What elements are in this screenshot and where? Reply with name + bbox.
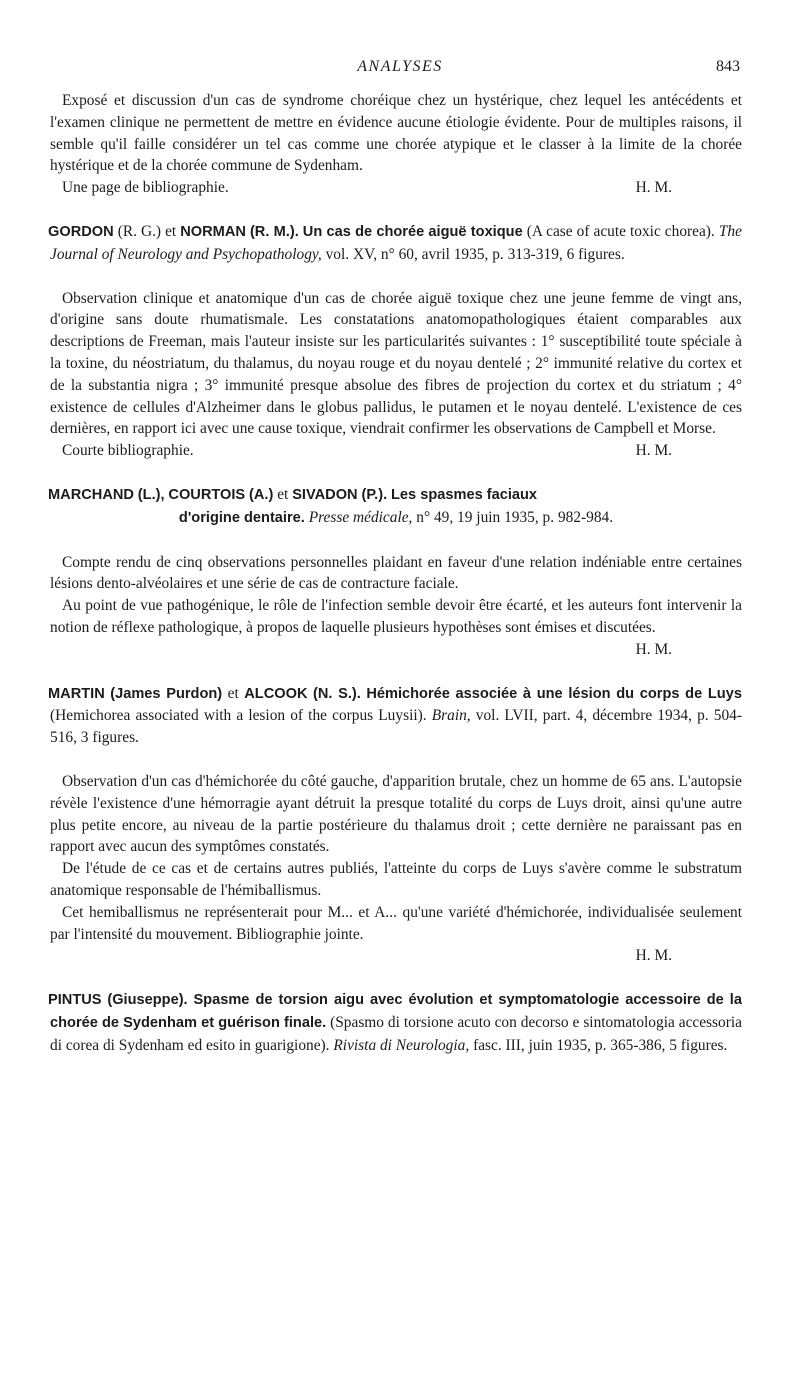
conjunction: et <box>277 485 289 503</box>
bibliography-line <box>50 440 742 462</box>
citation: n° 49, 19 juin 1935, p. 982-984. <box>416 508 614 526</box>
entry-martin-alcook <box>50 683 742 968</box>
author-name: ALCOOK <box>244 685 308 702</box>
bibliography-note: Courte bibliographie. <box>62 442 194 460</box>
bibliography-note: Une page de bibliographie. <box>62 179 229 197</box>
citation: vol. LVII, part. 4, décembre 1934, p. 504-516, 3 figures. <box>50 707 742 747</box>
author-initials: (N. S.). <box>312 685 361 702</box>
running-header <box>0 58 800 80</box>
article-title: Les spasmes faciaux <box>391 486 538 503</box>
abstract-paragraph: De l'étude de ce cas et de certains autres publiés, l'atteinte du corps de Luys s'avère comme le substratum anatomique responsable de l'hémiballismus. <box>50 860 742 899</box>
author-initials: (P.). <box>361 486 388 503</box>
spacer <box>50 266 742 288</box>
citation: fasc. III, juin 1935, p. 365-386, 5 figures. <box>473 1036 728 1054</box>
entry-heading-continued <box>50 507 742 530</box>
conjunction: et <box>165 222 177 240</box>
original-title: (Hemichorea associated with a lesion of the corpus Luysii). <box>50 707 427 725</box>
entry-continued <box>50 90 742 199</box>
author-name: NORMAN <box>180 223 246 240</box>
page-body <box>50 90 742 1056</box>
article-title: Hémichorée associée à une lésion du corps de Luys <box>366 685 742 702</box>
running-title: ANALYSES <box>357 58 443 75</box>
author-name: GORDON <box>48 223 114 240</box>
author-initials: (A.) <box>249 486 274 503</box>
article-title-continued: d'origine dentaire. <box>178 509 305 526</box>
author-name: SIVADON <box>292 486 358 503</box>
entry-heading <box>50 484 742 507</box>
citation: vol. XV, n° 60, avril 1935, p. 313-319, 6 figures. <box>325 245 625 263</box>
bibliography-line <box>50 177 742 199</box>
journal-name: Brain, <box>431 707 471 725</box>
author-name: PINTUS <box>48 992 102 1009</box>
abstract-paragraph: Au point de vue pathogénique, le rôle de l'infection semble devoir être écarté, et les auteurs font intervenir la notion de réflexe pathologique, à propos de laquelle plusieurs hypothèses sont émises et discutées. <box>50 597 742 636</box>
author-initials: (Giuseppe). <box>107 992 188 1009</box>
entry-heading <box>50 221 742 266</box>
spacer <box>50 749 742 771</box>
signature: H. M. <box>635 640 672 658</box>
signature: H. M. <box>635 442 672 460</box>
entry-gordon-norman <box>50 221 742 462</box>
entry-pintus <box>50 989 742 1056</box>
abstract-paragraph: Observation clinique et anatomique d'un cas de chorée aiguë toxique chez une jeune femme de vingt ans, d'origine sans doute rhumatismale. Les constatations anatomopathologiques étaient comparables aux descriptions de Freeman, mais l'auteur insiste sur les particularités suivantes : 1° susceptibilité toute spéciale à la toxine, du néostriatum, du thalamus, du noyau rouge et du noyau dentelé ; 2° immunité relative du cortex et de la substantia nigra ; 3° immunité presque absolue des fibres de projection du cortex et du striatum ; 4° existence de cellules d'Alzheimer dans le globus pallidus, le putamen et le noyau dentelé. L'existence de ces dernières, en rapport ici avec une cause toxique, viendrait confirmer les observations de Campbell et Morse. <box>50 289 742 438</box>
author-name: MARTIN <box>48 685 105 702</box>
page-number: 843 <box>716 58 740 75</box>
entry-heading <box>50 683 742 749</box>
author-name: MARCHAND <box>48 486 134 503</box>
conjunction: et <box>227 684 239 702</box>
abstract-paragraph: Exposé et discussion d'un cas de syndrome choréique chez un hystérique, chez lequel les antécédents et l'examen clinique ne permettent de mettre en évidence aucune étiologie évidente. Pour de multiples raisons, il semble qu'il faille considérer un tel cas comme une chorée atypique et le classer à la limite de la chorée hystérique et de la chorée commune de Sydenham. <box>50 92 742 175</box>
original-title: (Spasmo di torsione acuto con decorso e sintomatologia accessoria di corea di Sydenham ed esito in guarigione). <box>50 1013 742 1054</box>
entry-heading <box>50 989 742 1056</box>
signature: H. M. <box>635 947 672 965</box>
signature: H. M. <box>635 179 672 197</box>
article-title: Spasme de torsion aigu avec évolution et symptomatologie accessoire de la chorée de Sydenham et guérison finale. <box>50 992 742 1031</box>
author-name: COURTOIS <box>168 486 246 503</box>
author-initials: (James Purdon) <box>110 685 223 702</box>
author-initials: (L.), <box>137 486 165 503</box>
journal-name: The Journal of Neurology and Psychopathology, <box>50 222 742 263</box>
author-initials: (R. M.). <box>249 223 299 240</box>
abstract-paragraph: Observation d'un cas d'hémichorée du côté gauche, d'apparition brutale, chez un homme de 65 ans. L'autopsie révèle l'existence d'une hémorragie ayant détruit la presque totalité du corps de Luys droit, ainsi qu'une autre plus petite encore, au niveau de la partie postérieure du thalamus droit ; cette dernière ne paraissant pas en rapport avec aucun des symptômes constatés. <box>50 772 742 856</box>
author-initials: (R. G.) <box>117 222 162 240</box>
abstract-paragraph: Compte rendu de cinq observations personnelles plaidant en faveur d'une relation indéniable entre certaines lésions dento-alvéolaires et une série de cas de contracture faciale. <box>50 553 742 593</box>
entry-marchand <box>50 484 742 661</box>
spacer <box>50 530 742 552</box>
journal-name: Rivista di Neurologia, <box>333 1036 470 1054</box>
journal-name: Presse médicale, <box>308 508 413 526</box>
article-title: Un cas de chorée aiguë toxique <box>302 223 523 240</box>
abstract-paragraph: Cet hemiballismus ne représenterait pour M... et A... qu'une variété d'hémichorée, individualisée seulement par l'intensité du mouvement. Bibliographie jointe. <box>50 903 742 943</box>
original-title: (A case of acute toxic chorea). <box>526 222 715 240</box>
